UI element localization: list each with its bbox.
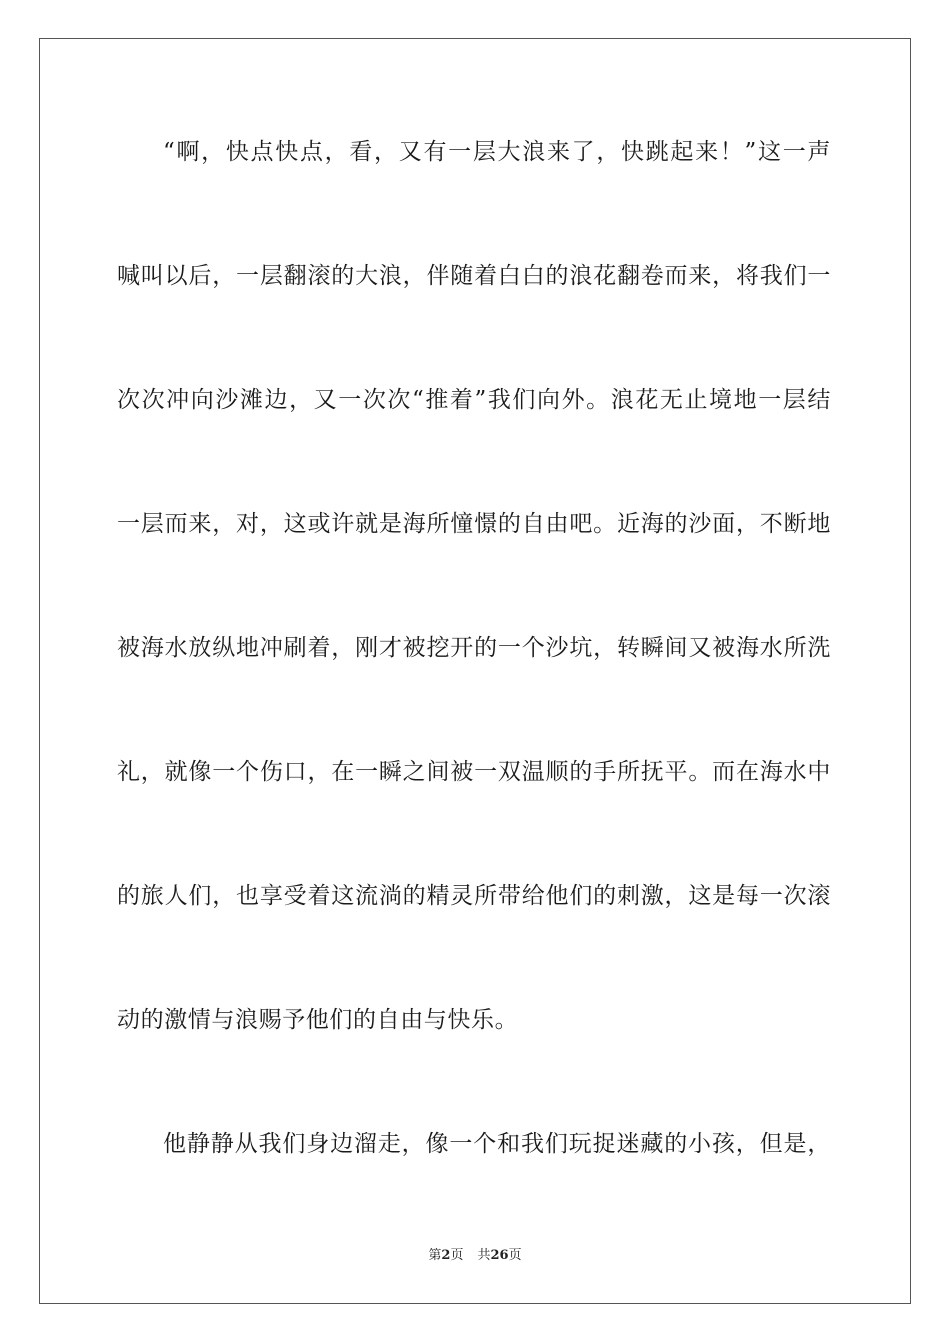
paragraph-line-2: 喊叫以后，一层翻滚的大浪，伴随着白白的浪花翻卷而来，将我们一 [117,263,831,289]
page-border [39,38,911,1304]
paragraph-line-4: 一层而来，对，这或许就是海所憧憬的自由吧。近海的沙面，不断地 [117,511,831,537]
footer-page-suffix: 页 [450,1248,464,1263]
footer-page-number: 2 [441,1248,451,1263]
footer-total-pages: 26 [490,1248,509,1263]
footer-total-prefix: 共 [477,1248,491,1263]
footer-page-prefix: 第 [428,1248,442,1263]
paragraph-line-6: 礼，就像一个伤口，在一瞬之间被一双温顺的手所抚平。而在海水中 [117,759,831,785]
paragraph-line-8: 动的激情与浪赐予他们的自由与快乐。 [117,1007,519,1033]
paragraph-line-7: 的旅人们，也享受着这流淌的精灵所带给他们的刺激，这是每一次滚 [117,883,831,909]
paragraph-line-1: “啊，快点快点，看，又有一层大浪来了，快跳起来！”这一声 [163,139,831,165]
footer-total-suffix: 页 [508,1248,522,1263]
paragraph-line-5: 被海水放纵地冲刷着，刚才被挖开的一个沙坑，转瞬间又被海水所洗 [117,635,831,661]
paragraph-line-3: 次次冲向沙滩边，又一次次“推着”我们向外。浪花无止境地一层结 [117,387,831,413]
page-footer [0,1246,950,1266]
paragraph-line-9: 他静静从我们身边溜走，像一个和我们玩捉迷藏的小孩，但是， [163,1131,831,1157]
